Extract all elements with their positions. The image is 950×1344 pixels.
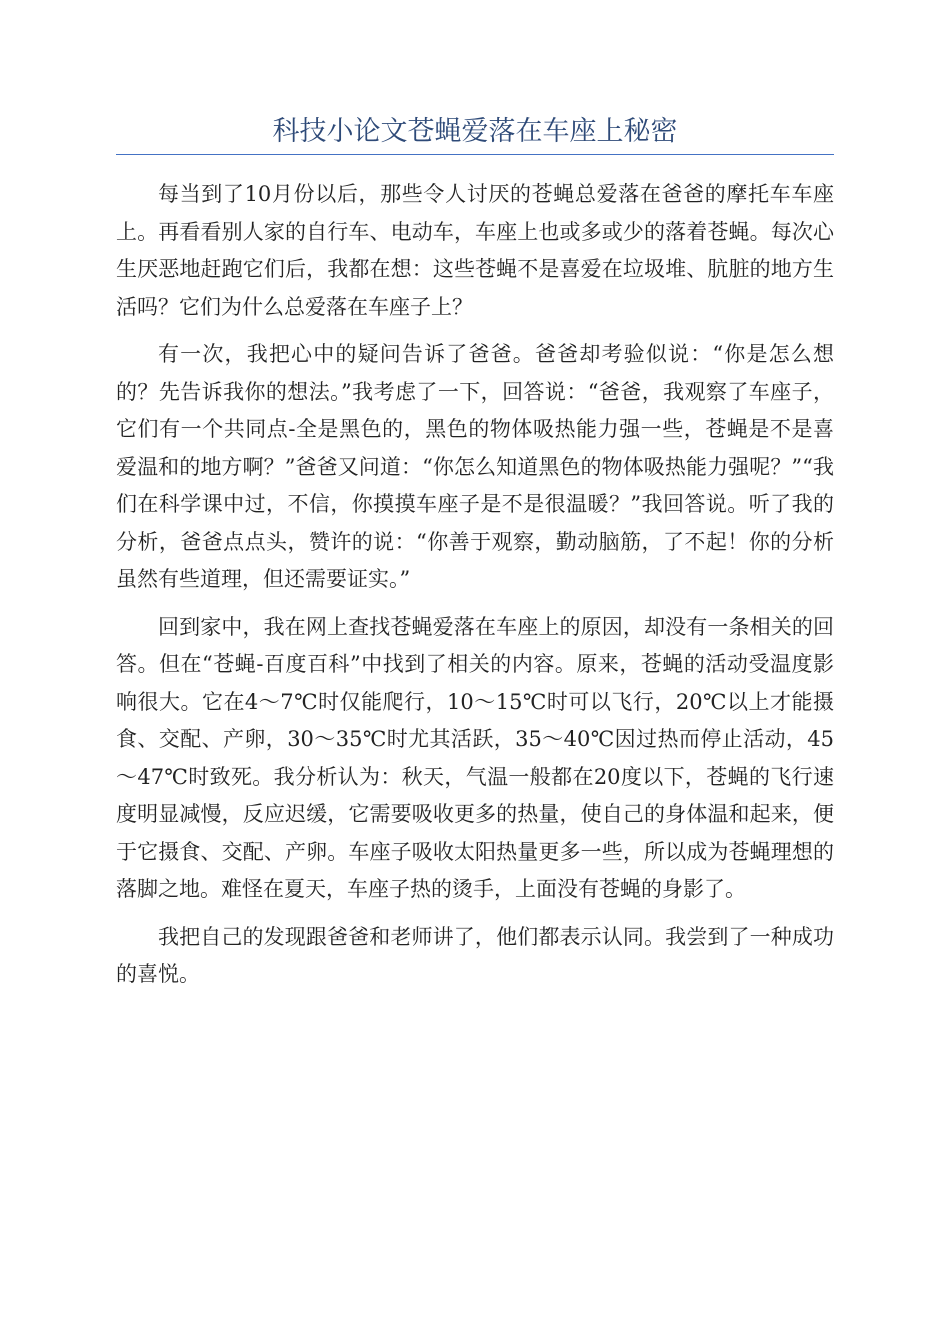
paragraph-3: 回到家中，我在网上查找苍蝇爱落在车座上的原因，却没有一条相关的回答。但在“苍蝇-百度百科”中找到了相关的内容。原来，苍蝇的活动受温度影响很大。它在4～7℃时仅能爬行，10～15℃时可以飞行，20℃以上才能摄食、交配、产卵，30～35℃时尤其活跃，35～40℃因过热而停止活动，45～47℃时致死。我分析认为：秋天，气温一般都在20度以下，苍蝇的飞行速度明显减慢，反应迟缓，它需要吸收更多的热量，使自己的身体温和起来，便于它摄食、交配、产卵。车座子吸收太阳热量更多一些，所以成为苍蝇理想的落脚之地。难怪在夏天，车座子热的烫手，上面没有苍蝇的身影了。 xyxy=(116,614,834,901)
paragraph-2: 有一次，我把心中的疑问告诉了爸爸。爸爸却考验似说：“你是怎么想的？先告诉我你的想法。”我考虑了一下，回答说：“爸爸，我观察了车座子，它们有一个共同点-全是黑色的，黑色的物体吸热能力强一些，苍蝇是不是喜爱温和的地方啊？”爸爸又问道：“你怎么知道黑色的物体吸热能力强呢？”“我们在科学课中过，不信，你摸摸车座子是不是很温暖？”我回答说。听了我的分析，爸爸点点头，赞许的说：“你善于观察，勤动脑筋，了不起！你的分析虽然有些道理，但还需要证实。” xyxy=(116,342,834,591)
paragraph-1: 每当到了10月份以后，那些令人讨厌的苍蝇总爱落在爸爸的摩托车车座上。再看看别人家的自行车、电动车，车座上也或多或少的落着苍蝇。每次心生厌恶地赶跑它们后，我都在想：这些苍蝇不是喜爱在垃圾堆、肮脏的地方生活吗？它们为什么总爱落在车座子上？ xyxy=(116,182,834,319)
title-underline xyxy=(116,154,834,155)
document-title: 科技小论文苍蝇爱落在车座上秘密 xyxy=(272,116,678,147)
document-body xyxy=(116,176,834,1004)
paragraph-4: 我把自己的发现跟爸爸和老师讲了，他们都表示认同。我尝到了一种成功的喜悦。 xyxy=(116,924,834,986)
